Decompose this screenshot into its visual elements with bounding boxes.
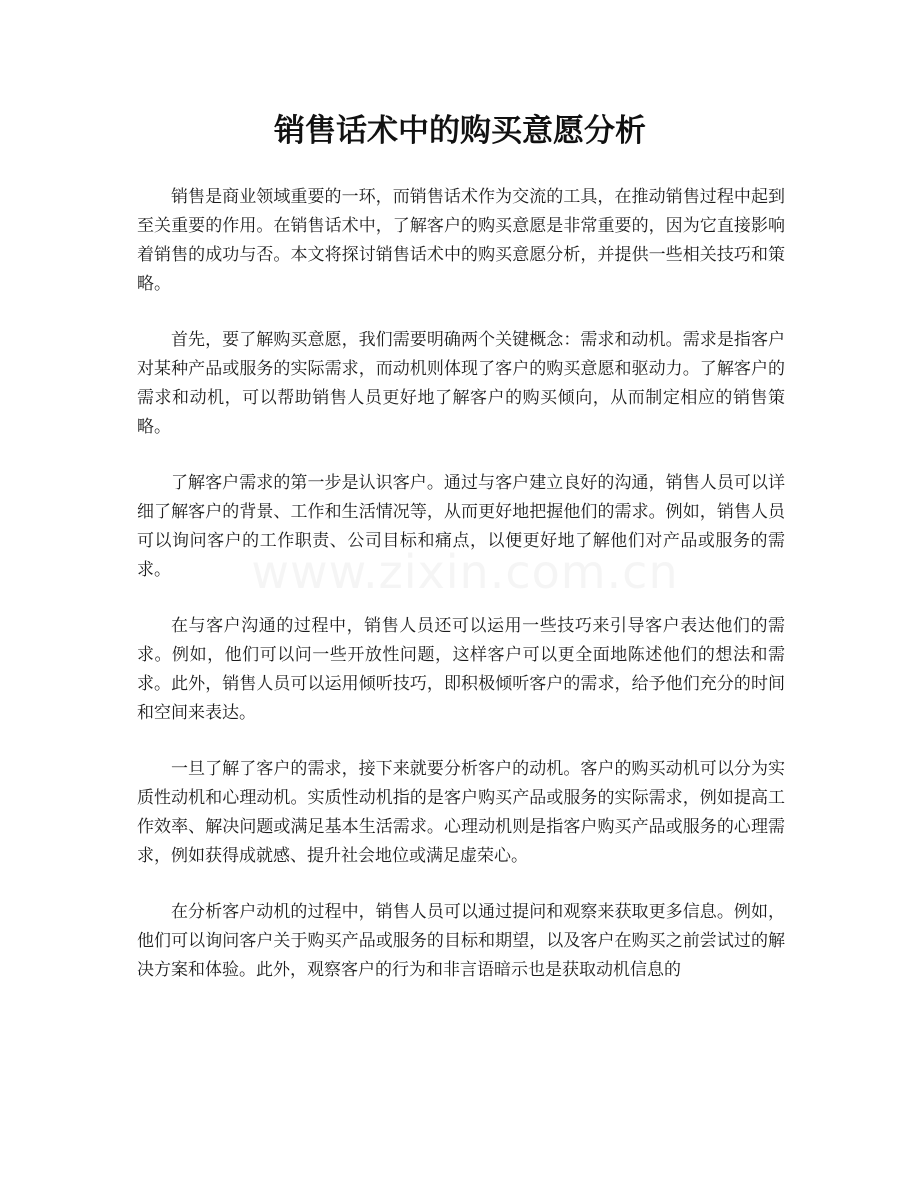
document-title: 销售话术中的购买意愿分析 (274, 113, 646, 149)
paragraph-2: 首先，要了解购买意愿，我们需要明确两个关键概念：需求和动机。需求是指客户对某种产品或服务的实际需求，而动机则体现了客户的购买意愿和驱动力。了解客户的需求和动机，可以帮助销售人员更好地了解客户的购买倾向，从而制定相应的销售策略。 (137, 330, 785, 437)
watermark: www.zixin.com.cn (251, 545, 679, 599)
document-body (137, 183, 785, 1012)
paragraph-5: 一旦了解了客户的需求，接下来就要分析客户的动机。客户的购买动机可以分为实质性动机和心理动机。实质性动机指的是客户购买产品或服务的实际需求，例如提高工作效率、解决问题或满足基本生活需求。心理动机则是指客户购买产品或服务的心理需求，例如获得成就感、提升社会地位或满足虚荣心。 (137, 759, 785, 866)
paragraph-3: 了解客户需求的第一步是认识客户。通过与客户建立良好的沟通，销售人员可以详细了解客户的背景、工作和生活情况等，从而更好地把握他们的需求。例如，销售人员可以询问客户的工作职责、公司目标和痛点，以便更好地了解他们对产品或服务的需求。 (137, 473, 785, 580)
paragraph-6: 在分析客户动机的过程中，销售人员可以通过提问和观察来获取更多信息。例如，他们可以询问客户关于购买产品或服务的目标和期望，以及客户在购买之前尝试过的解决方案和体验。此外，观察客户的行为和非言语暗示也是获取动机信息的 (137, 902, 785, 980)
paragraph-1: 销售是商业领域重要的一环，而销售话术作为交流的工具，在推动销售过程中起到至关重要的作用。在销售话术中，了解客户的购买意愿是非常重要的，因为它直接影响着销售的成功与否。本文将探讨销售话术中的购买意愿分析，并提供一些相关技巧和策略。 (137, 187, 785, 294)
paragraph-4: 在与客户沟通的过程中，销售人员还可以运用一些技巧来引导客户表达他们的需求。例如，他们可以问一些开放性问题，这样客户可以更全面地陈述他们的想法和需求。此外，销售人员可以运用倾听技巧，即积极倾听客户的需求，给予他们充分的时间和空间来表达。 (137, 616, 785, 723)
